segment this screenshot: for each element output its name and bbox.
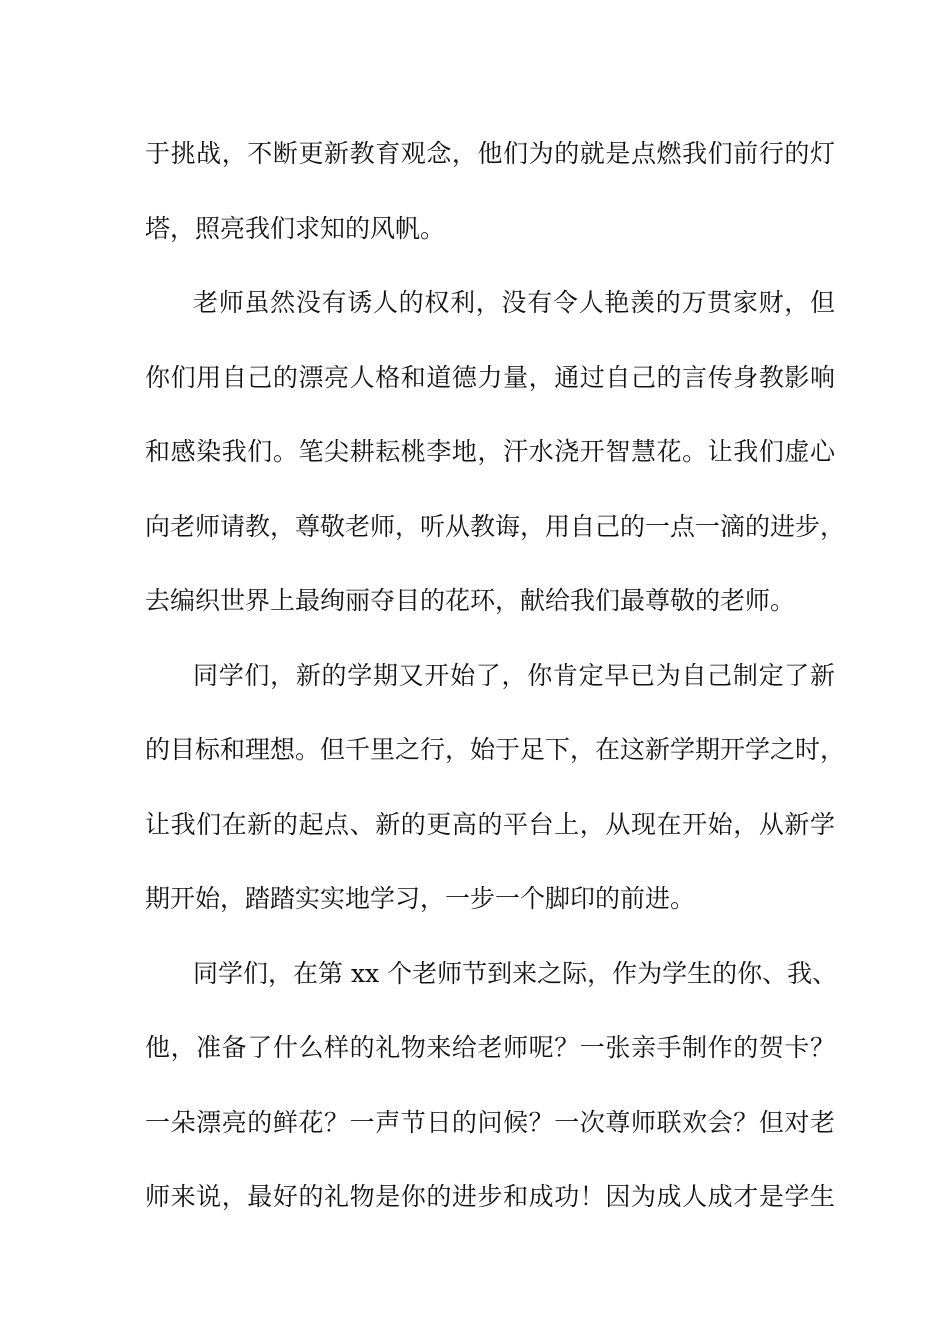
text-line: 和感染我们。笔尖耕耘桃李地，汗水浇开智慧花。让我们虚心 xyxy=(145,437,835,466)
text-line: 师来说，最好的礼物是你的进步和成功！因为成人成才是学生 xyxy=(145,1182,835,1211)
text-line: 塔，照亮我们求知的风帆。 xyxy=(145,214,446,243)
paragraph-first-line: 同学们，在第 xx 个老师节到来之际，作为学生的你、我、 xyxy=(193,959,838,988)
text-line: 让我们在新的起点、新的更高的平台上，从现在开始，从新学 xyxy=(145,810,835,839)
text-line: 期开始，踏踏实实地学习，一步一个脚印的前进。 xyxy=(145,884,696,913)
text-line: 去编织世界上最绚丽夺目的花环，献给我们最尊敬的老师。 xyxy=(145,586,796,615)
text-line: 向老师请教，尊敬老师，听从教诲，用自己的一点一滴的进步， xyxy=(145,512,846,541)
text-line: 的目标和理想。但千里之行，始于足下，在这新学期开学之时， xyxy=(145,735,846,764)
text-line: 你们用自己的漂亮人格和道德力量，通过自己的言传身教影响 xyxy=(145,363,835,392)
text-line: 他，准备了什么样的礼物来给老师呢？一张亲手制作的贺卡？ xyxy=(145,1033,835,1062)
paragraph-first-line: 老师虽然没有诱人的权利，没有令人艳羡的万贯家财，但 xyxy=(193,288,835,317)
text-line: 于挑战，不断更新教育观念，他们为的就是点燃我们前行的灯 xyxy=(145,139,835,168)
paragraph-first-line: 同学们，新的学期又开始了，你肯定早已为自己制定了新 xyxy=(193,661,835,690)
text-line: 一朵漂亮的鲜花？一声节日的问候？一次尊师联欢会？但对老 xyxy=(145,1108,835,1137)
